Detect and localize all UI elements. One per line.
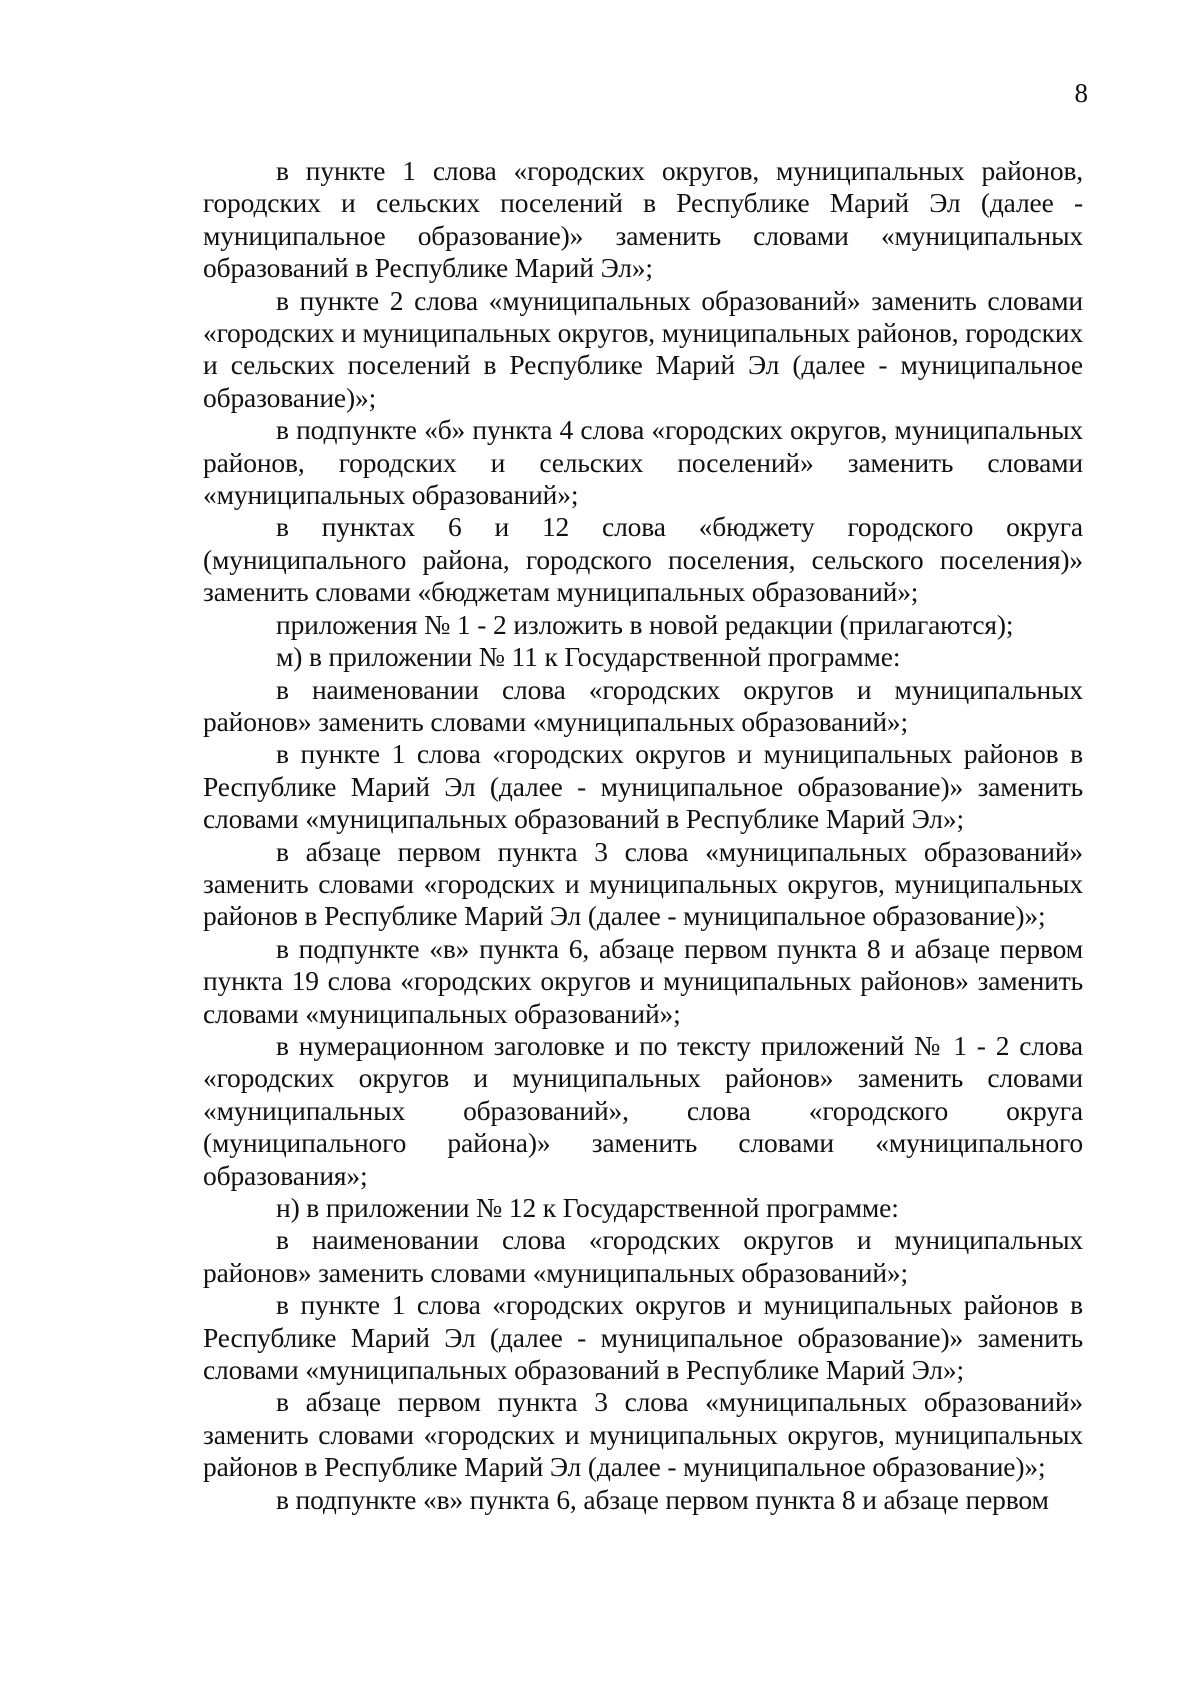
paragraph: в пункте 1 слова «городских округов и муниципальных районов в Республике Марий Эл (далее - муниципальное образование)» заменить словами «муниципальных образований в Республике Марий Эл»; [203,1289,1083,1386]
document-body [203,155,1083,1516]
paragraph: в подпункте «в» пункта 6, абзаце первом пункта 8 и абзаце первом [276,1483,1049,1515]
paragraph: в абзаце первом пункта 3 слова «муниципальных образований» заменить словами «городских и муниципальных округов, муниципальных районов в Республике Марий Эл (далее - муниципальное образование)»; [203,835,1083,932]
paragraph: в пунктах 6 и 12 слова «бюджету городского округа (муниципального района, городского поселения, сельского поселения)» заменить словами «бюджетам муниципальных образований»; [203,511,1083,608]
paragraph: в абзаце первом пункта 3 слова «муниципальных образований» заменить словами «городских и муниципальных округов, муниципальных районов в Республике Марий Эл (далее - муниципальное образование)»; [203,1386,1083,1483]
paragraph: н) в приложении № 12 к Государственной программе: [276,1192,899,1223]
paragraph: в подпункте «в» пункта 6, абзаце первом пункта 8 и абзаце первом пункта 19 слова «городских округов и муниципальных районов» заменить словами «муниципальных образований»; [203,932,1083,1029]
paragraph: приложения № 1 - 2 изложить в новой редакции (прилагаются); [276,608,1014,640]
paragraph: в пункте 1 слова «городских округов и муниципальных районов в Республике Марий Эл (далее - муниципальное образование)» заменить словами «муниципальных образований в Республике Марий Эл»; [203,738,1083,835]
paragraph: в подпункте «б» пункта 4 слова «городских округов, муниципальных районов, городских и сельских поселений» заменить словами «муниципальных образований»; [203,414,1083,511]
paragraph: в наименовании слова «городских округов и муниципальных районов» заменить словами «муниципальных образований»; [203,1224,1083,1288]
paragraph: в нумерационном заголовке и по тексту приложений № 1 - 2 слова «городских округов и муниципальных районов» заменить словами «муниципальных образований», слова «городского округа (муниципального района)» заменить словами «муниципального образования»; [203,1029,1083,1191]
paragraph: в пункте 2 слова «муниципальных образований» заменить словами «городских и муниципальных округов, муниципальных районов, городских и сельских поселений в Республике Марий Эл (далее - муниципальное образование)»; [203,284,1083,413]
paragraph: в пункте 1 слова «городских округов, муниципальных районов, городских и сельских поселений в Республике Марий Эл (далее - муниципальное образование)» заменить словами «муниципальных образований в Республике Марий Эл»; [203,155,1083,284]
paragraph: м) в приложении № 11 к Государственной программе: [276,641,901,673]
page-number: 8 [1074,78,1088,108]
paragraph: в наименовании слова «городских округов и муниципальных районов» заменить словами «муниципальных образований»; [203,673,1083,737]
